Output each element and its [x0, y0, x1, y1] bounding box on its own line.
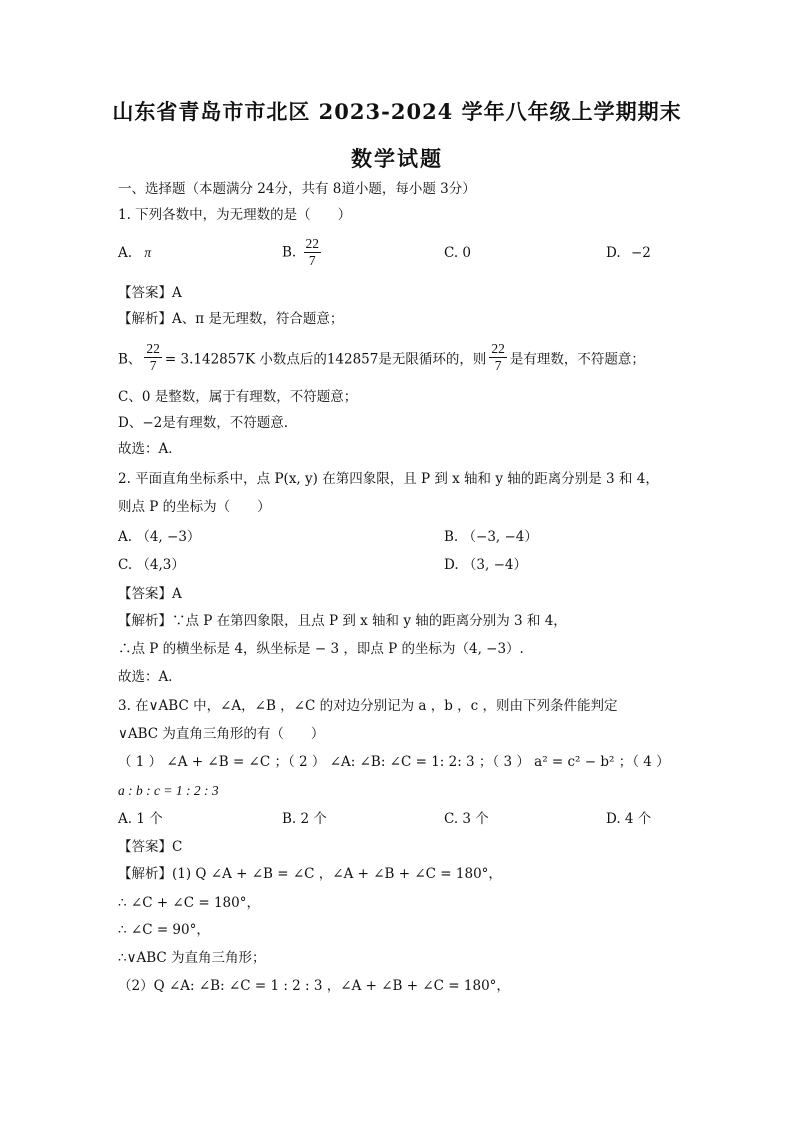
page-subtitle: 数学试题: [351, 146, 443, 171]
q1-option-d: D. −2: [606, 245, 651, 261]
q2-conclusion: 故选：A．: [118, 669, 182, 685]
q3-explanation-1: 【解析】(1) Q ∠A + ∠B = ∠C ，∠A + ∠B + ∠C = 180°，: [118, 866, 502, 882]
q3-options: [0, 802, 794, 836]
q3-conditions: （ 1 ） ∠A + ∠B = ∠C ；（ 2 ） ∠A: ∠B: ∠C = 1: 2: 3 ；（ 3 ） a² = c² − b² ；（ 4 ）: [118, 754, 670, 770]
q3-condition-4: a : b : c = 1 : 2 : 3: [118, 783, 219, 798]
q1-option-a: A. π: [118, 245, 152, 261]
q1-explanation-a: 【解析】A、π 是无理数，符合题意；: [118, 311, 344, 327]
q3-answer: 【答案】C: [118, 839, 183, 855]
q2-option-b: B. （−3, −4）: [444, 529, 538, 545]
q2-options-row2: [0, 548, 794, 582]
q2-stem-line2: 则点 P 的坐标为（ ）: [118, 499, 271, 515]
q1-answer: 【答案】A: [118, 285, 182, 301]
q1-options: [0, 236, 794, 270]
q1-stem: 1. 下列各数中，为无理数的是（ ）: [118, 207, 352, 223]
q2-answer: 【答案】A: [118, 586, 182, 602]
q3-explanation-2: ∴ ∠C + ∠C = 180°，: [118, 895, 260, 911]
q1-option-b: B. $\frac{22}{7}$: [282, 236, 320, 268]
section-heading: 一、选择题（本题满分 24分，共有 8道小题，每小题 3分）: [118, 181, 476, 197]
q3-explanation-4: ∴∨ABC 为直角三角形；: [118, 950, 266, 966]
q3-explanation-5: （2）Q ∠A: ∠B: ∠C = 1 : 2 : 3 ，∠A + ∠B + ∠C = 180°，: [118, 978, 510, 994]
q3-option-a: A. 1 个: [118, 811, 163, 827]
q3-option-b: B. 2 个: [282, 811, 327, 827]
q2-explanation-2: ∴点 P 的横坐标是 4，纵坐标是 − 3 ，即点 P 的坐标为（4, −3）.: [118, 641, 524, 657]
pi-symbol: π: [144, 245, 152, 260]
q3-explanation-3: ∴ ∠C = 90°，: [118, 922, 210, 938]
q1-option-b-fraction: $\frac{22}{7}$: [305, 236, 320, 268]
q3-option-d: D. 4 个: [606, 811, 652, 827]
q2-option-a: A. （4, −3）: [118, 529, 201, 545]
q1-conclusion: 故选：A．: [118, 441, 182, 457]
q3-option-c: C. 3 个: [444, 811, 489, 827]
q2-stem-line1: 2. 平面直角坐标系中，点 P(x, y) 在第四象限，且 P 到 x 轴和 y 轴的距离分别是 3 和 4，: [118, 471, 659, 487]
q2-option-d: D. （3, −4）: [444, 557, 527, 573]
q1-explanation-d: D、−2是有理数，不符题意.: [118, 415, 289, 431]
q1-option-c: C. 0: [444, 245, 472, 261]
q1-explanation-c: C、0 是整数，属于有理数，不符题意；: [118, 389, 358, 405]
q3-stem-line1: 3. 在∨ABC 中，∠A，∠B ，∠C 的对边分别记为 a ，b ，c ，则由下列条件能判定: [118, 698, 618, 714]
q1-explanation-b: B、 $\frac{22}{7}$ = 3.142857K 小数点后的142857是无限循环的，则 $\frac{22}{7}$ 是有理数，不符题意；: [118, 341, 645, 373]
page-title: 山东省青岛市市北区 2023-2024 学年八年级上学期期末: [112, 99, 682, 124]
q2-explanation-1: 【解析】∵点 P 在第四象限，且点 P 到 x 轴和 y 轴的距离分别为 3 和 4，: [118, 613, 567, 629]
q3-stem-line2: ∨ABC 为直角三角形的有（ ）: [118, 726, 325, 742]
q2-option-c: C. （4,3）: [118, 557, 185, 573]
